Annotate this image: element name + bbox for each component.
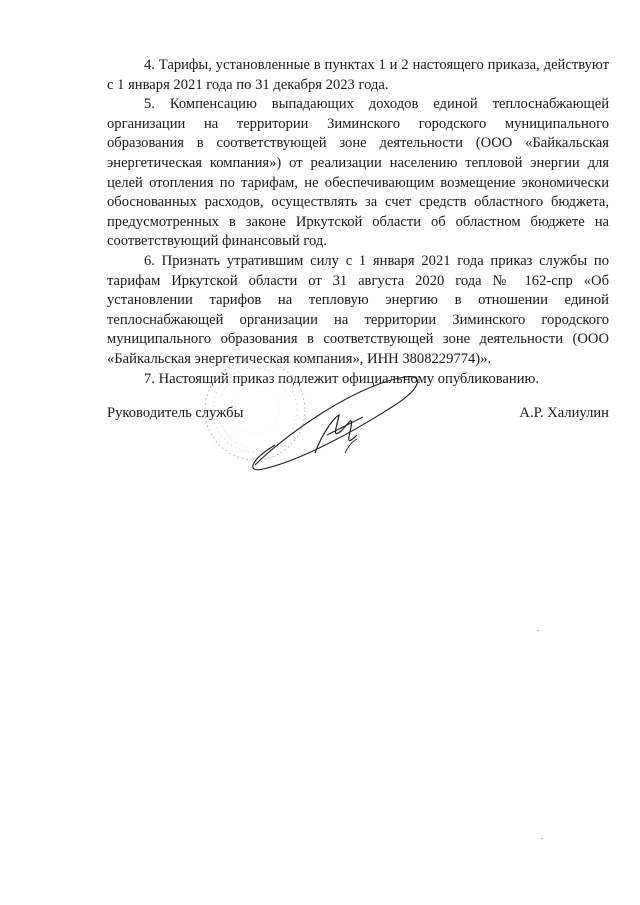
paragraph-7: 7. Настоящий приказ подлежит официальному опубликованию. [144,370,540,387]
scan-speck [541,838,543,839]
scan-speck [537,630,539,631]
signatory-position: Руководитель службы [107,405,244,421]
paragraph-6: 6. Признать утратившим силу с 1 января 2021 года приказ службы по тарифам Иркутской области от 31 августа 2020 года № 162-спр «Об установлении тарифов на тепловую энергию в отношении единой теплоснабжающей организации на территории Зиминского городского муниципального образования в соответствующей зоне деятельности (ООО «Байкальская энергетическая компания», ИНН 3808229774)». [107,252,609,367]
document-body [107,56,609,389]
signatory-name: А.Р. Халиулин [519,405,609,421]
handwritten-signature [245,365,425,480]
paragraph-4: 4. Тарифы, установленные в пунктах 1 и 2 настоящего приказа, действуют с 1 января 2021 года по 31 декабря 2023 года. [107,57,609,93]
paragraph-5: 5. Компенсацию выпадающих доходов единой теплоснабжающей организации на территории Зиминского городского муниципального образования в соответствующей зоне деятельности (ООО «Байкальская энергетическая компания») от реализации населению тепловой энергии для целей отопления по тарифам, не обеспечивающим возмещение экономически обоснованных расходов, осуществлять за счет средств областного бюджета, предусмотренных в законе Иркутской области об областном бюджете на соответствующий финансовый год. [107,96,609,250]
